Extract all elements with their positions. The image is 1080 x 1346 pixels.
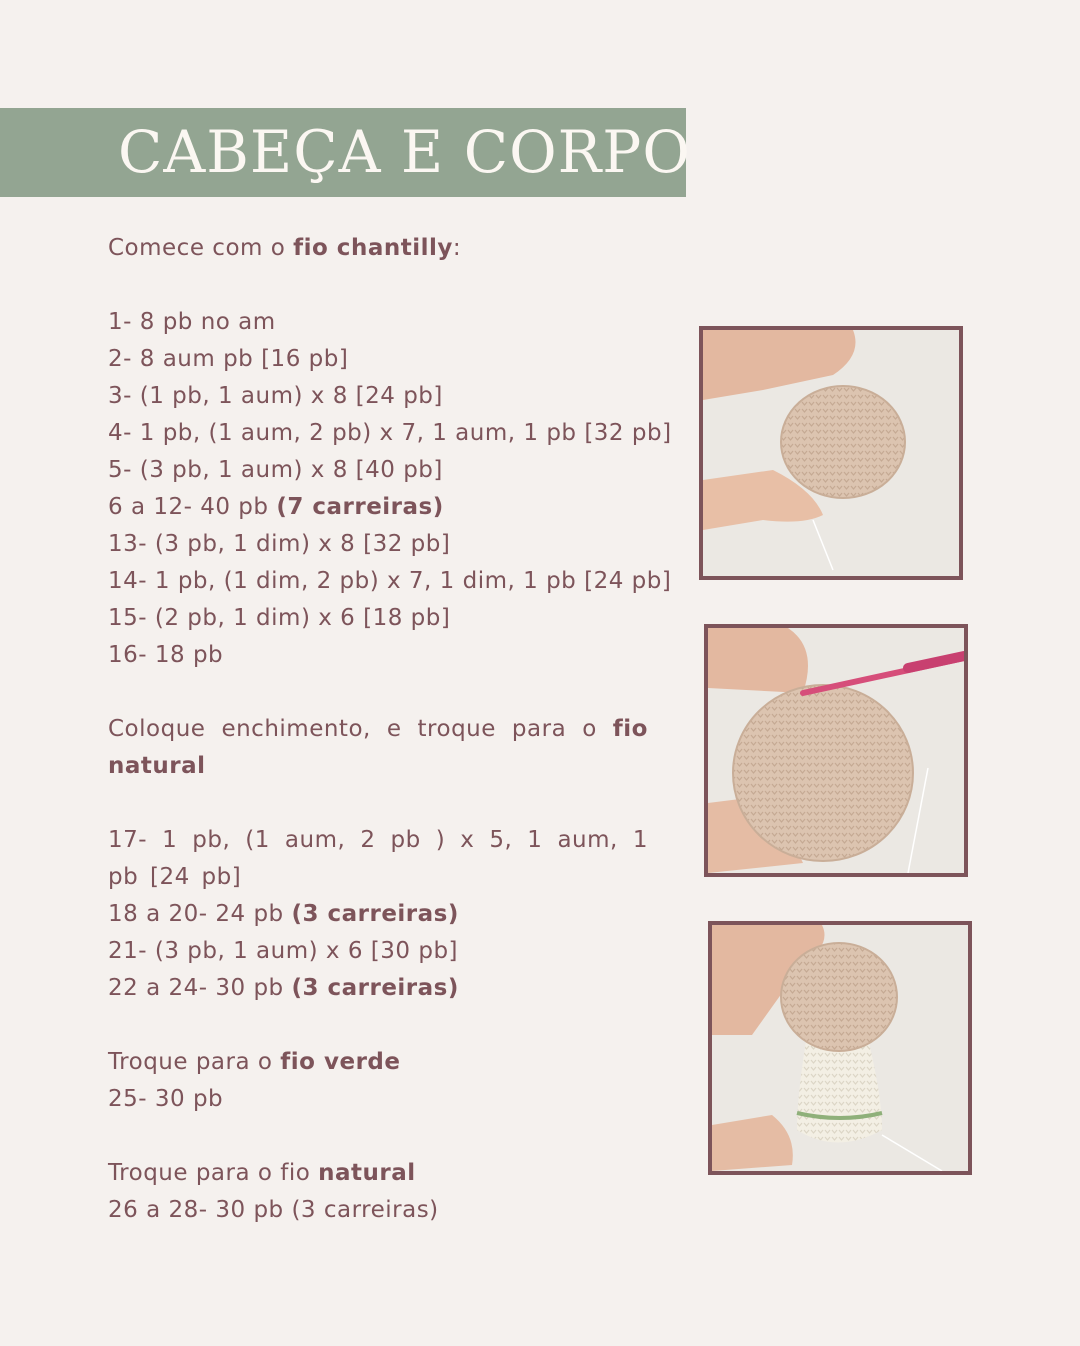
- photo-crochet-hook: [704, 624, 968, 877]
- photo-doll-body: [708, 921, 972, 1175]
- round-line: 4- 1 pb, (1 aum, 2 pb) x 7, 1 aum, 1 pb [32 pb]: [108, 420, 672, 446]
- round-line: 17- 1 pb, (1 aum, 2 pb ) x 5, 1 aum, 1 pb [24 pb]: [108, 827, 648, 890]
- round-line: 3- (1 pb, 1 aum) x 8 [24 pb]: [108, 383, 443, 409]
- round-line: 13- (3 pb, 1 dim) x 8 [32 pb]: [108, 531, 451, 557]
- round-line: 18 a 20- 24 pb (3 carreiras): [108, 901, 459, 927]
- round-line: 6 a 12- 40 pb (7 carreiras): [108, 494, 444, 520]
- round-line: 5- (3 pb, 1 aum) x 8 [40 pb]: [108, 457, 443, 483]
- yarn-chantilly: fio chantilly: [293, 235, 453, 261]
- page-title: CABEÇA E CORPO: [118, 118, 691, 186]
- pattern-instructions: [108, 230, 672, 1229]
- round-line: 14- 1 pb, (1 dim, 2 pb) x 7, 1 dim, 1 pb [24 pb]: [108, 568, 672, 594]
- round-line: 26 a 28- 30 pb (3 carreiras): [108, 1197, 439, 1223]
- round-line: 1- 8 pb no am: [108, 309, 276, 335]
- round-line: 21- (3 pb, 1 aum) x 6 [30 pb]: [108, 938, 459, 964]
- change-yarn-natural-2: Troque para o fio natural: [108, 1160, 416, 1186]
- intro-line: Comece com o fio chantilly:: [108, 235, 462, 261]
- photo-head-ball: [699, 326, 963, 580]
- change-yarn-natural: Coloque enchimento, e troque para o fio natural: [108, 716, 648, 779]
- round-line: 16- 18 pb: [108, 642, 224, 668]
- change-yarn-verde: Troque para o fio verde: [108, 1049, 401, 1075]
- round-line: 22 a 24- 30 pb (3 carreiras): [108, 975, 459, 1001]
- round-line: 25- 30 pb: [108, 1086, 224, 1112]
- round-line: 15- (2 pb, 1 dim) x 6 [18 pb]: [108, 605, 451, 631]
- round-line: 2- 8 aum pb [16 pb]: [108, 346, 349, 372]
